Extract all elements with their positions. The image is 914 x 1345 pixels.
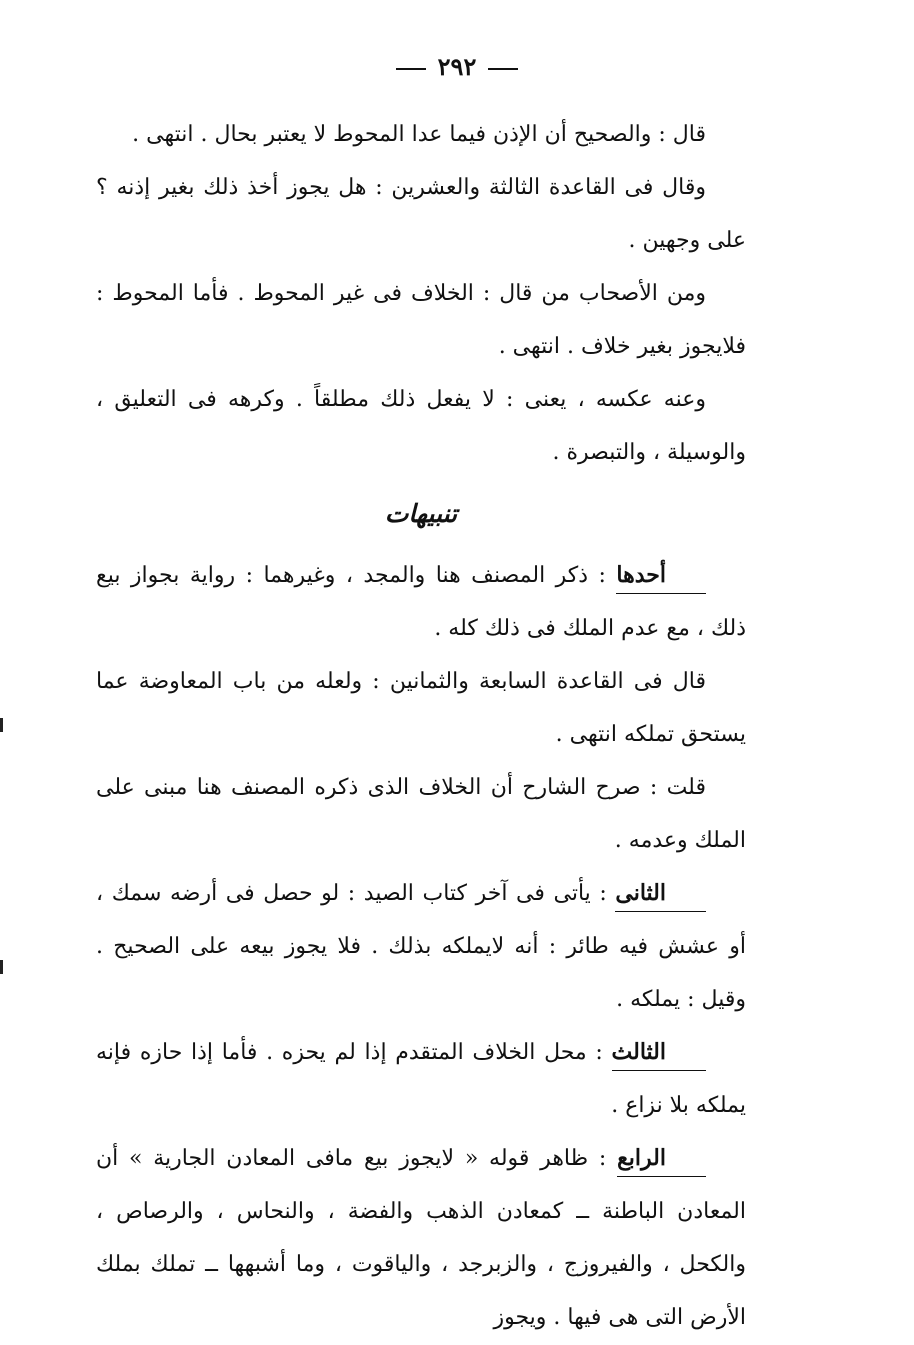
paragraph: وقال فى القاعدة الثالثة والعشرين : هل يجوز أخذ ذلك بغير إذنه ؟ على وجهين . <box>96 175 746 253</box>
page-number-dash-right <box>488 68 518 70</box>
note-lead-word: الرابع <box>617 1140 706 1177</box>
note-lead-word: أحدها <box>616 557 706 594</box>
scan-edge-mark <box>0 718 3 732</box>
note-paragraph <box>96 655 746 761</box>
note-paragraph <box>96 867 746 1026</box>
note-lead-word: الثالث <box>612 1034 706 1071</box>
note-text: قال فى القاعدة السابعة والثمانين : ولعله من باب المعاوضة عما يستحق تملكه انتهى . <box>96 669 746 747</box>
section-heading: تنبيهات <box>384 499 458 528</box>
page-number-dash-left <box>396 68 426 70</box>
note-paragraph <box>96 761 746 867</box>
scan-edge-mark <box>0 960 3 974</box>
note-text: قلت : صرح الشارح أن الخلاف الذى ذكره المصنف هنا مبنى على الملك وعدمه . <box>96 775 746 853</box>
page-number-text: ٢٩٢ <box>437 52 477 81</box>
paragraph: وعنه عكسه ، يعنى : لا يفعل ذلك مطلقاً . وكرهه فى التعليق ، والوسيلة ، والتبصرة . <box>96 387 746 465</box>
note-paragraph <box>96 549 746 655</box>
page-number <box>0 52 914 81</box>
paragraph: قال : والصحيح أن الإذن فيما عدا المحوط لا يعتبر بحال . انتهى . <box>132 122 706 147</box>
note-paragraph <box>96 1026 746 1132</box>
note-lead-word: الثانى <box>615 875 706 912</box>
note-text: : يأتى فى آخر كتاب الصيد : لو حصل فى أرضه سمك ، أو عشش فيه طائر : أنه لايملكه بذلك . فلا يجوز بيعه على الصحيح . وقيل : يملكه . <box>96 881 746 1012</box>
note-text: : ظاهر قوله « لايجوز بيع مافى المعادن الجارية » أن المعادن الباطنة ــ كمعادن الذهب والفضة ، والنحاس ، والرصاص ، والكحل ، والفيروزج ، والزبرجد ، والياقوت ، وما أشبهها ــ تملك بملك الأرض التى هى فيها . ويجوز <box>96 1146 746 1330</box>
page-body <box>96 108 746 1344</box>
note-text: : محل الخلاف المتقدم إذا لم يحزه . فأما إذا حازه فإنه يملكه بلا نزاع . <box>96 1040 746 1118</box>
note-text: : ذكر المصنف هنا والمجد ، وغيرهما : رواية بجواز بيع ذلك ، مع عدم الملك فى ذلك كله . <box>96 563 746 641</box>
note-paragraph <box>96 1132 746 1344</box>
paragraph: ومن الأصحاب من قال : الخلاف فى غير المحوط . فأما المحوط : فلايجوز بغير خلاف . انتهى . <box>96 281 746 359</box>
